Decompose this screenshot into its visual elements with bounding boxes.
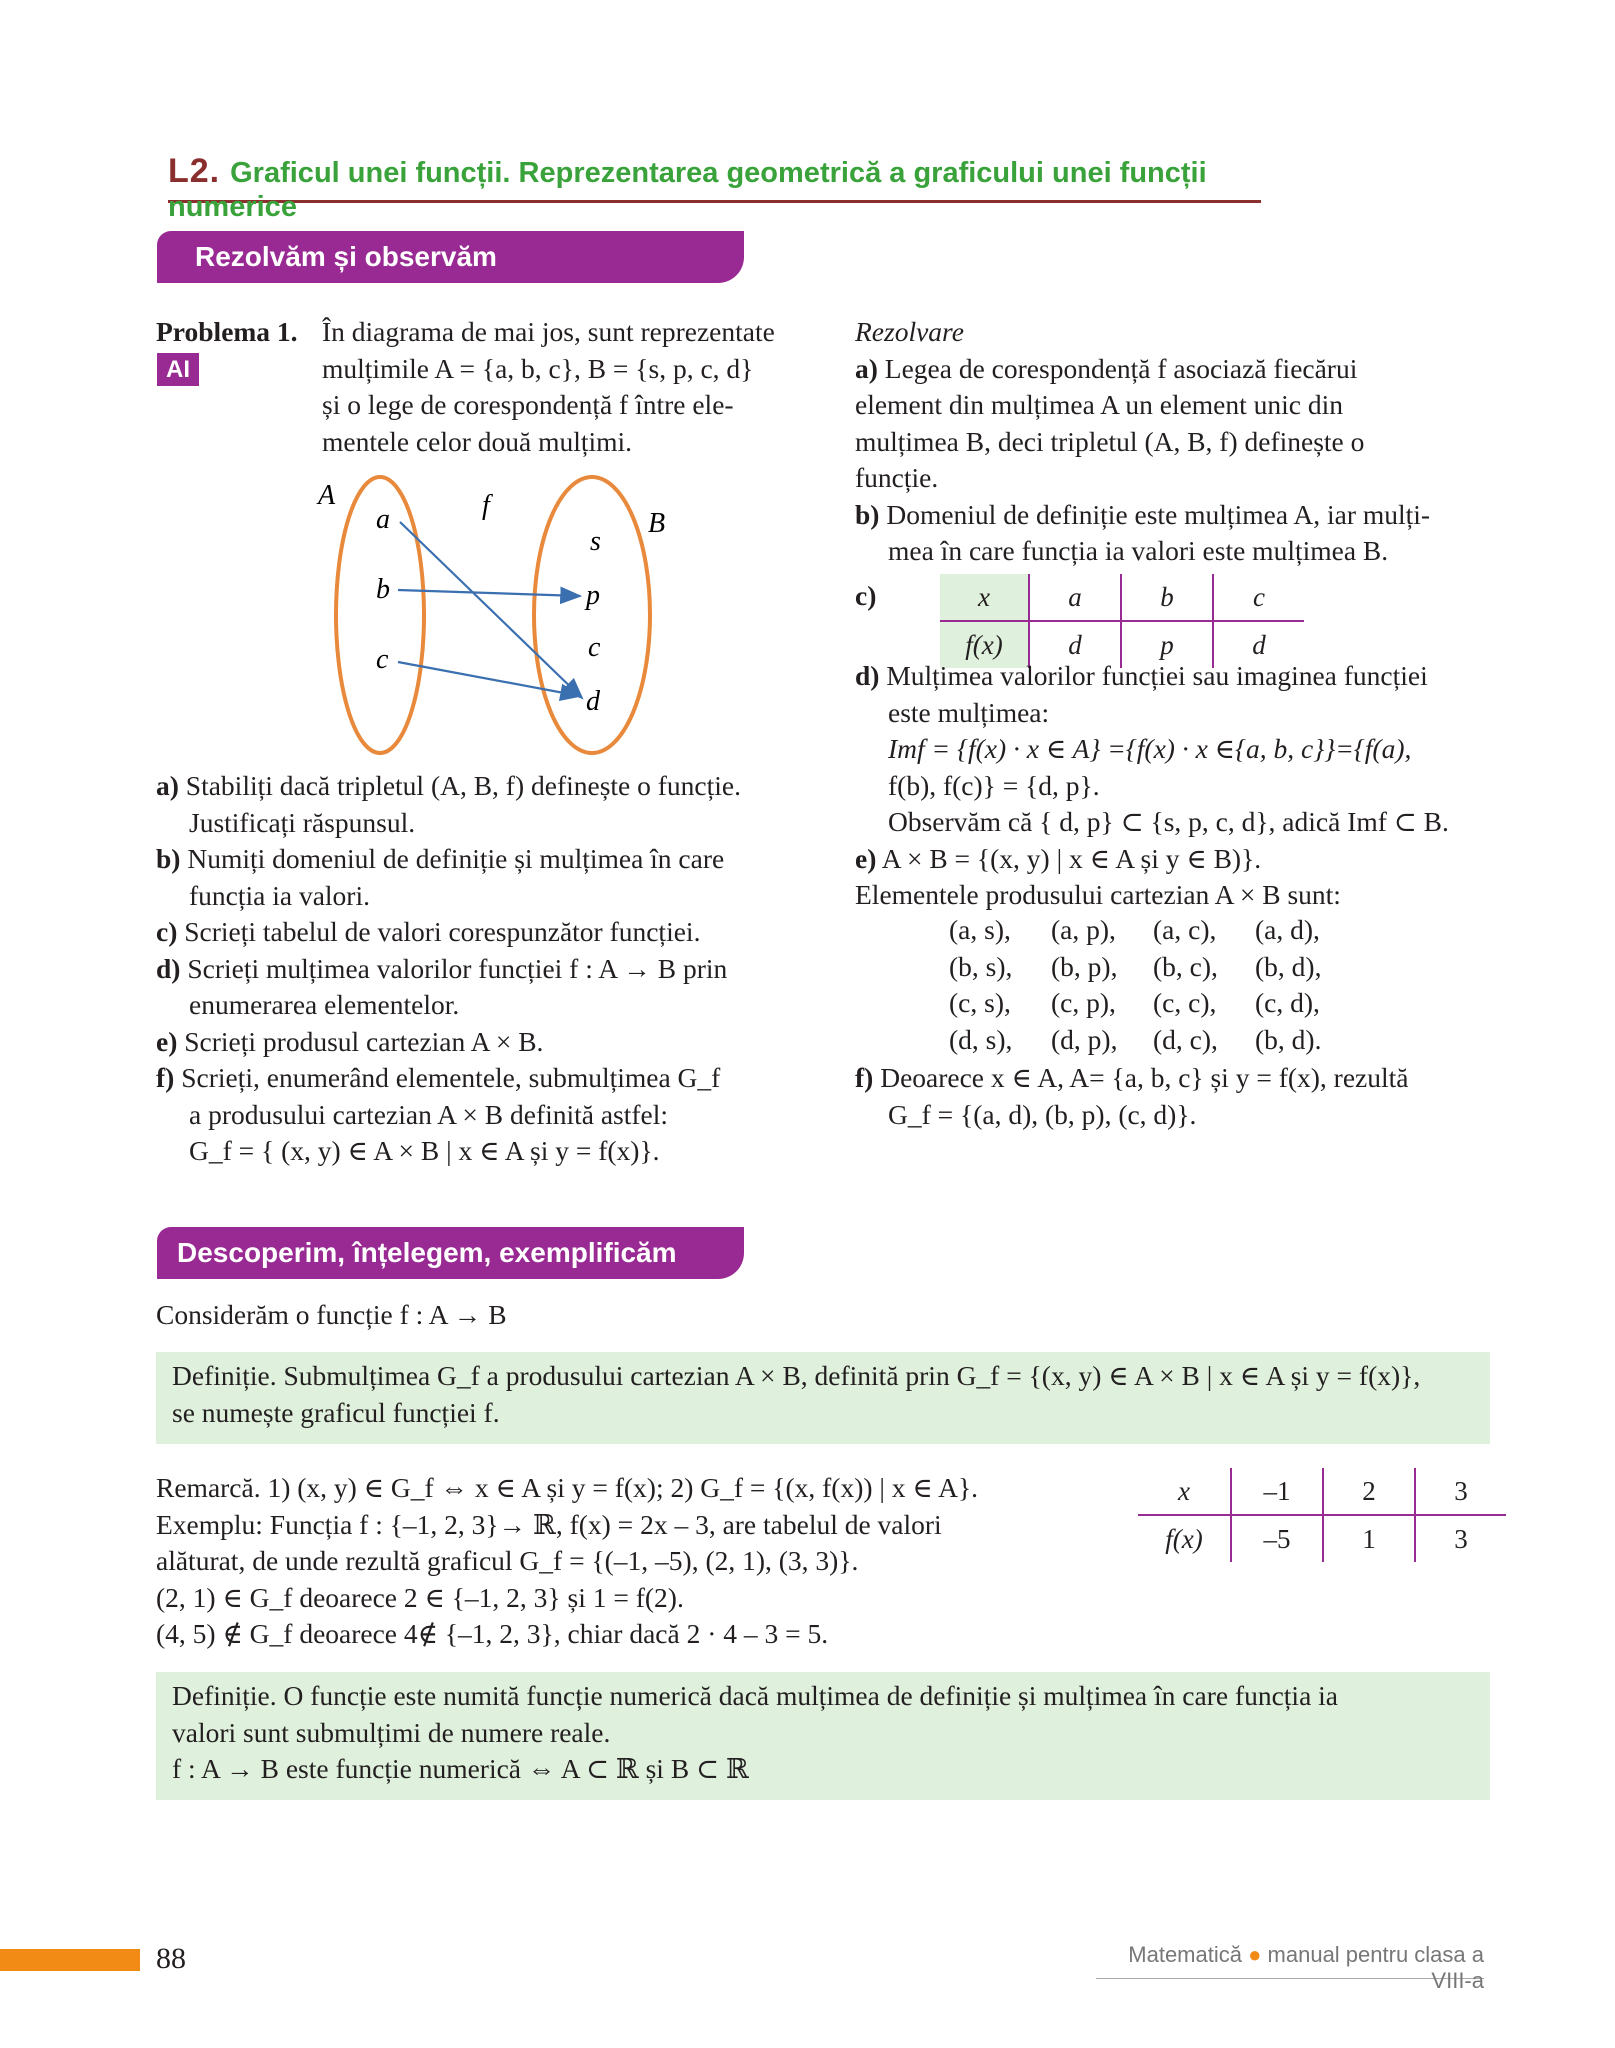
solution-e: e) A × B = {(x, y) | x ∈ A și y ∈ B)}. [855, 842, 1262, 874]
element-c-b: c [588, 632, 601, 663]
table-x-cell: b [1121, 574, 1213, 621]
pair: (c, d), [1255, 987, 1320, 1019]
lesson-header [168, 152, 1261, 223]
definition-numeric-box [156, 1672, 1490, 1800]
remark-line: Remarcă. 1) (x, y) ∈ G_f ⇔ x ∈ A și y = f(x); 2) G_f = {(x, f(x)) | x ∈ A}. [156, 1472, 979, 1503]
element-p: p [586, 580, 600, 611]
lesson-title: Graficul unei funcții. Reprezentarea geometrică a graficului unei funcții numerice [168, 157, 1207, 223]
consider-line: Considerăm o funcție f : A → B [156, 1299, 507, 1330]
problem-intro [322, 314, 808, 460]
example-line: (4, 5) ∉ G_f deoarece 4∉ {–1, 2, 3}, chiar dacă 2 · 4 – 3 = 5. [156, 1618, 829, 1649]
solution-d-line: Imf = {f(x) · x ∈ A} ={f(x) · x ∈{a, b, c}}={f(a), [888, 733, 1412, 764]
table-x-cell: 2 [1323, 1468, 1415, 1515]
example-line: (2, 1) ∈ G_f deoarece 2 ∈ {–1, 2, 3} și 1 = f(2). [156, 1581, 684, 1613]
table-fx-header: f(x) [940, 621, 1029, 668]
question-b: b) Numiți domeniul de definiție și mulțimea în care [156, 843, 725, 874]
solution-a-line: element din mulțimea A un element unic din [855, 389, 1344, 420]
element-a: a [376, 504, 390, 535]
definition-line: se numește graficul funcției f. [172, 1396, 500, 1428]
problem-intro-line: mulțimile A = {a, b, c}, B = {s, p, c, d} [322, 352, 754, 384]
pair: (a, c), [1153, 914, 1217, 946]
table-fx-cell: d [1213, 621, 1304, 668]
set-a-label: A [318, 480, 336, 511]
pair: (c, c), [1153, 987, 1217, 1019]
question-a: a) Stabiliți dacă tripletul (A, B, f) definește o funcție. [156, 770, 741, 801]
solution-b-line: mea în care funcția ia valori este mulțimea B. [888, 535, 1389, 566]
questions-list [156, 768, 806, 1170]
set-b-label: B [648, 508, 666, 539]
arrow-c-to-d [398, 662, 580, 696]
pair: (b, p), [1051, 950, 1118, 982]
question-f: f) Scrieți, enumerând elementele, submulțimea G_f [156, 1062, 721, 1093]
element-s: s [590, 526, 601, 557]
solution-a-line: mulțimea B, deci tripletul (A, B, f) definește o [855, 425, 1365, 457]
solution-b: b) Domeniul de definiție este mulțimea A, iar mulți- [855, 498, 1431, 530]
section-title: Descoperim, înțelegem, exemplificăm [177, 1237, 677, 1268]
book-subject: Matematică [1128, 1942, 1242, 1967]
solution-c-label: c) [855, 580, 877, 611]
solution-column-2 [855, 658, 1495, 914]
solution-a-line: funcție. [855, 462, 939, 493]
pair: (b, d), [1255, 950, 1322, 982]
solution-value-table [940, 574, 1304, 668]
table-fx-cell: d [1029, 621, 1121, 668]
question-f-def: G_f = { (x, y) ∈ A × B | x ∈ A și y = f(x)}. [189, 1135, 660, 1166]
pair: (a, d), [1255, 914, 1320, 946]
question-a-cont: Justificați răspunsul. [189, 806, 416, 838]
pair: (d, p), [1051, 1023, 1118, 1055]
function-f-label: f [482, 490, 490, 521]
pair: (d, c), [1153, 1023, 1218, 1055]
solution-a: a) Legea de corespondență f asociază fiecărui [855, 352, 1358, 384]
question-d: d) Scrieți mulțimea valorilor funcției f : A → B prin [156, 952, 728, 984]
pair: (b, s), [949, 950, 1013, 982]
definition-line: valori sunt submulțimi de numere reale. [172, 1716, 611, 1748]
table-fx-header: f(x) [1165, 1523, 1203, 1554]
definition-graph-box [156, 1352, 1490, 1444]
solution-d-line: f(b), f(c)} = {d, p}. [888, 769, 1100, 801]
solution-e-intro: Elementele produsului cartezian A × B sunt: [855, 879, 1341, 910]
pair: (b, c), [1153, 950, 1218, 982]
function-diagram [300, 470, 690, 770]
solution-d: d) Mulțimea valorilor funcției sau imaginea funcției [855, 660, 1428, 691]
solution-f: f) Deoarece x ∈ A, A= {a, b, c} și y = f(x), rezultă [855, 1062, 1409, 1093]
section-banner-descoperim [157, 1227, 744, 1279]
section-title: Rezolvăm și observăm [195, 241, 497, 272]
solution-column [855, 314, 1495, 570]
table-x-header: x [940, 574, 1029, 621]
problem-intro-line: mentele celor două mulțimi. [322, 425, 633, 457]
table-x-cell: 3 [1415, 1468, 1506, 1515]
pair: (b, d). [1255, 1023, 1322, 1055]
table-fx-cell: 3 [1415, 1515, 1506, 1562]
example-line: alăturat, de unde rezultă graficul G_f = {(–1, –5), (2, 1), (3, 3)}. [156, 1545, 859, 1576]
element-b: b [376, 574, 390, 605]
definition-line: Definiție. O funcție este numită funcție numerică dacă mulțimea de definiție și mulțimea în care funcția ia [172, 1680, 1338, 1711]
table-fx-cell: p [1121, 621, 1213, 668]
solution-f-block [855, 1060, 1495, 1133]
question-e: e) Scrieți produsul cartezian A × B. [156, 1025, 544, 1057]
table-x-cell: –1 [1231, 1468, 1323, 1515]
solution-d-line: este mulțimea: [888, 696, 1050, 728]
book-title [1096, 1942, 1484, 1993]
problem-intro-line: În diagrama de mai jos, sunt reprezentate [322, 316, 775, 347]
cartesian-pairs [948, 912, 1322, 1058]
solution-f-line: G_f = {(a, d), (b, p), (c, d)}. [888, 1098, 1197, 1130]
question-c: c) Scrieți tabelul de valori corespunzător funcției. [156, 916, 701, 947]
element-d: d [586, 686, 600, 717]
table-fx-cell: –5 [1231, 1515, 1323, 1562]
pair: (a, s), [949, 914, 1011, 946]
question-f-cont: a produsului cartezian A × B definită astfel: [189, 1098, 669, 1130]
section-banner-rezolvam [157, 231, 744, 283]
remark-block [156, 1470, 1116, 1653]
book-subtitle: manual pentru clasa a VIII-a [1267, 1942, 1484, 1993]
pair: (d, s), [949, 1023, 1013, 1055]
lesson-code: L2. [168, 152, 221, 190]
ai-badge: AI [157, 353, 199, 386]
element-c: c [376, 644, 389, 675]
problem-label: Problema 1. [156, 316, 298, 347]
pair: (c, p), [1051, 987, 1116, 1019]
pair: (c, s), [949, 987, 1011, 1019]
pair: (a, p), [1051, 914, 1116, 946]
question-b-cont: funcția ia valori. [189, 879, 370, 911]
bullet-icon: ● [1248, 1942, 1262, 1967]
example-line: Exemplu: Funcția f : {–1, 2, 3}→ ℝ, f(x) = 2x – 3, are tabelul de valori [156, 1508, 942, 1540]
problem-intro-line: și o lege de corespondență f între ele- [322, 389, 734, 420]
question-d-cont: enumerarea elementelor. [189, 989, 460, 1020]
arrow-a-to-d [400, 522, 582, 698]
definition-line: f : A → B este funcție numerică ⇔ A ⊂ ℝ și B ⊂ ℝ [172, 1753, 749, 1784]
example-value-table [1138, 1468, 1506, 1562]
solution-d-line: Observăm că { d, p} ⊂ {s, p, c, d}, adică Imf ⊂ B. [888, 806, 1449, 837]
definition-line: Definiție. Submulțimea G_f a produsului cartezian A × B, definită prin G_f = {(x, y) ∈ A × B | x ∈ A și y = f(x)}, [172, 1360, 1421, 1391]
solution-heading: Rezolvare [855, 316, 964, 347]
table-x-cell: a [1029, 574, 1121, 621]
page-number: 88 [156, 1942, 186, 1975]
table-x-cell: c [1213, 574, 1304, 621]
table-x-header: x [1138, 1468, 1231, 1515]
footer-accent-bar [0, 1949, 140, 1971]
table-fx-cell: 1 [1323, 1515, 1415, 1562]
